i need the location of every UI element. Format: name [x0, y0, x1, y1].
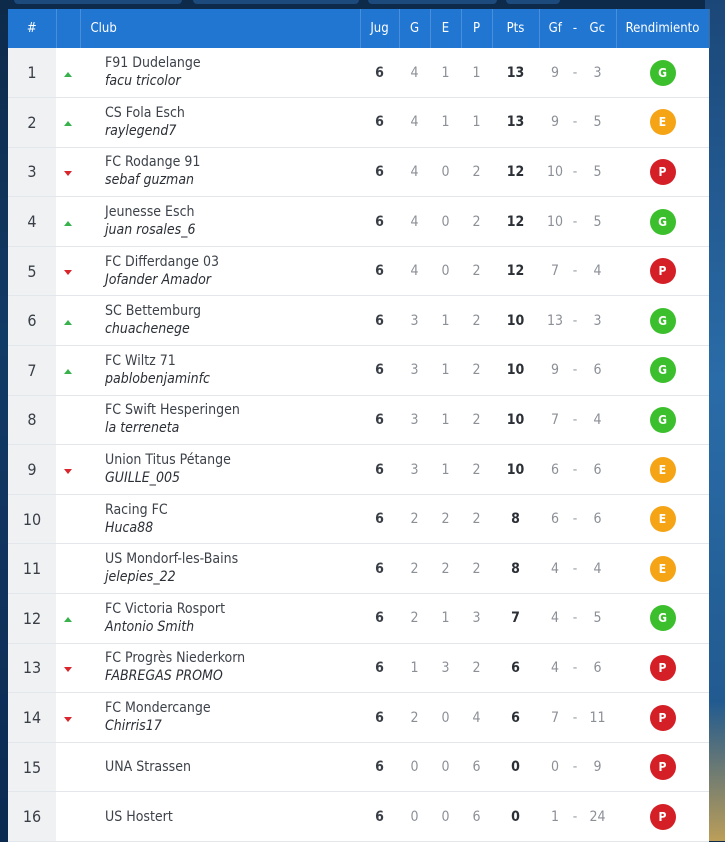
- played: 6: [375, 560, 384, 577]
- rendimiento-badge: E: [650, 506, 676, 532]
- position: 9: [8, 445, 56, 495]
- goals-separator: -: [572, 411, 578, 428]
- club-name[interactable]: FC Progrès Niederkorn: [105, 650, 246, 667]
- position: 13: [8, 643, 56, 693]
- goals-against: 24: [589, 808, 606, 825]
- manager-name[interactable]: FABREGAS PROMO: [105, 668, 223, 685]
- table-row[interactable]: [8, 494, 709, 544]
- goals-for: 9: [550, 64, 559, 81]
- table-row[interactable]: [8, 643, 709, 693]
- top-tab-strip: [0, 0, 725, 6]
- club-cell: [80, 147, 360, 197]
- lost: 1: [472, 64, 481, 81]
- trend-down-icon: [64, 270, 72, 275]
- drawn: 0: [441, 808, 450, 825]
- goals-for: 7: [550, 263, 559, 280]
- position: 8: [8, 395, 56, 445]
- rendimiento-badge: E: [650, 457, 676, 483]
- club-name[interactable]: Union Titus Pétange: [105, 452, 231, 469]
- lost: 2: [472, 312, 481, 329]
- trend-up-icon: [64, 121, 72, 126]
- rendimiento-cell: [616, 346, 709, 396]
- won: 4: [410, 263, 419, 280]
- played: 6: [375, 114, 384, 131]
- rendimiento-cell: [616, 544, 709, 594]
- lost: 6: [472, 759, 481, 776]
- manager-name[interactable]: la terreneta: [105, 420, 180, 437]
- top-tab-1[interactable]: [14, 0, 182, 4]
- rendimiento-cell: [616, 594, 709, 644]
- goals-separator: -: [572, 64, 578, 81]
- rendimiento-badge: P: [650, 159, 676, 185]
- rendimiento-cell: [616, 693, 709, 743]
- played: 6: [375, 709, 384, 726]
- goals-for: 4: [550, 610, 559, 627]
- club-name[interactable]: FC Wiltz 71: [105, 352, 176, 369]
- club-name[interactable]: SC Bettemburg: [105, 303, 201, 320]
- rendimiento-cell: [616, 395, 709, 445]
- won: 2: [410, 709, 419, 726]
- won: 3: [410, 461, 419, 478]
- won: 3: [410, 312, 419, 329]
- goals-against: 9: [593, 759, 602, 776]
- lost: 2: [472, 163, 481, 180]
- won: 2: [410, 511, 419, 528]
- rendimiento-badge: G: [650, 605, 676, 631]
- points: 6: [511, 659, 520, 676]
- club-name[interactable]: US Mondorf-les-Bains: [105, 551, 239, 568]
- manager-name[interactable]: Antonio Smith: [105, 618, 195, 635]
- rendimiento-cell: [616, 643, 709, 693]
- points: 0: [511, 759, 520, 776]
- header-jug[interactable]: Jug: [360, 9, 399, 48]
- played: 6: [375, 362, 384, 379]
- won: 0: [410, 808, 419, 825]
- points: 10: [506, 312, 525, 329]
- position: 11: [8, 544, 56, 594]
- drawn: 0: [441, 709, 450, 726]
- goals-separator: -: [572, 312, 578, 329]
- trend-up-icon: [64, 369, 72, 374]
- drawn: 0: [441, 213, 450, 230]
- goals-against: 6: [593, 659, 602, 676]
- header-p[interactable]: P: [461, 9, 492, 48]
- played: 6: [375, 461, 384, 478]
- won: 0: [410, 759, 419, 776]
- trend-cell: [56, 742, 80, 792]
- drawn: 3: [441, 659, 450, 676]
- club-name[interactable]: FC Differdange 03: [105, 253, 220, 270]
- goals-separator: -: [572, 511, 578, 528]
- trend-cell: [56, 98, 80, 148]
- manager-name[interactable]: pablobenjaminfc: [105, 370, 210, 387]
- lost: 2: [472, 511, 481, 528]
- table-header: [8, 9, 709, 48]
- rendimiento-badge: E: [650, 109, 676, 135]
- header-g[interactable]: G: [399, 9, 430, 48]
- points: 10: [506, 461, 525, 478]
- goals-against: 5: [593, 163, 602, 180]
- manager-name[interactable]: facu tricolor: [105, 73, 181, 90]
- trend-cell: [56, 494, 80, 544]
- lost: 3: [472, 610, 481, 627]
- rendimiento-cell: [616, 48, 709, 98]
- header-gc[interactable]: Gc: [579, 9, 616, 48]
- trend-cell: [56, 693, 80, 743]
- trend-cell: [56, 346, 80, 396]
- points: 0: [511, 808, 520, 825]
- drawn: 0: [441, 263, 450, 280]
- goals-separator: -: [572, 610, 578, 627]
- rendimiento-badge: G: [650, 357, 676, 383]
- club-cell: [80, 643, 360, 693]
- manager-name[interactable]: sebaf guzman: [105, 172, 195, 189]
- goals-for: 4: [550, 659, 559, 676]
- points: 6: [511, 709, 520, 726]
- standings-table: [8, 9, 710, 842]
- position: 5: [8, 246, 56, 296]
- points: 13: [506, 64, 525, 81]
- goals-separator: -: [572, 461, 578, 478]
- drawn: 2: [441, 560, 450, 577]
- position: 14: [8, 693, 56, 743]
- played: 6: [375, 511, 384, 528]
- played: 6: [375, 263, 384, 280]
- table-row[interactable]: [8, 544, 709, 594]
- club-cell: [80, 98, 360, 148]
- header-pts[interactable]: Pts: [492, 9, 539, 48]
- manager-name[interactable]: chuachenege: [105, 321, 190, 338]
- trend-cell: [56, 643, 80, 693]
- table-row[interactable]: [8, 346, 709, 396]
- trend-up-icon: [64, 221, 72, 226]
- manager-name[interactable]: raylegend7: [105, 122, 177, 139]
- club-cell: [80, 246, 360, 296]
- goals-separator: -: [572, 362, 578, 379]
- header-rendimiento[interactable]: Rendimiento: [616, 9, 709, 48]
- points: 12: [506, 263, 525, 280]
- trend-down-icon: [64, 717, 72, 722]
- goals-separator: -: [572, 659, 578, 676]
- club-name[interactable]: UNA Strassen: [105, 759, 191, 776]
- rendimiento-cell: [616, 246, 709, 296]
- rendimiento-cell: [616, 742, 709, 792]
- table-row[interactable]: [8, 693, 709, 743]
- drawn: 0: [441, 163, 450, 180]
- trend-cell: [56, 792, 80, 842]
- lost: 2: [472, 461, 481, 478]
- goals-for: 4: [550, 560, 559, 577]
- club-name[interactable]: Racing FC: [105, 501, 168, 518]
- header-club[interactable]: Club: [80, 9, 360, 48]
- club-cell: [80, 197, 360, 247]
- lost: 2: [472, 411, 481, 428]
- played: 6: [375, 163, 384, 180]
- goals-for: 9: [550, 362, 559, 379]
- club-cell: [80, 544, 360, 594]
- position: 2: [8, 98, 56, 148]
- club-name[interactable]: FC Victoria Rosport: [105, 600, 226, 617]
- trend-down-icon: [64, 667, 72, 672]
- manager-name[interactable]: GUILLE_005: [105, 470, 181, 487]
- lost: 1: [472, 114, 481, 131]
- goals-against: 6: [593, 461, 602, 478]
- position: 12: [8, 594, 56, 644]
- table-row[interactable]: [8, 742, 709, 792]
- goals-for: 7: [550, 411, 559, 428]
- rendimiento-badge: P: [650, 754, 676, 780]
- played: 6: [375, 213, 384, 230]
- header-gf[interactable]: Gf: [548, 21, 562, 36]
- manager-name[interactable]: jelepies_22: [105, 569, 176, 586]
- manager-name[interactable]: Jofander Amador: [105, 271, 211, 288]
- trend-down-icon: [64, 469, 72, 474]
- club-cell: [80, 792, 360, 842]
- goals-separator: -: [572, 808, 578, 825]
- won: 4: [410, 114, 419, 131]
- table-row[interactable]: [8, 147, 709, 197]
- trend-up-icon: [64, 72, 72, 77]
- goals-for: 10: [546, 213, 564, 230]
- goals-for: 6: [550, 511, 559, 528]
- club-cell: [80, 594, 360, 644]
- position: 16: [8, 792, 56, 842]
- goals-against: 4: [593, 263, 602, 280]
- trend-up-icon: [64, 617, 72, 622]
- goals-for: 10: [546, 163, 564, 180]
- goals-for: 7: [550, 709, 559, 726]
- rendimiento-badge: P: [650, 258, 676, 284]
- table-row[interactable]: [8, 792, 709, 842]
- table-row[interactable]: [8, 395, 709, 445]
- table-row[interactable]: [8, 197, 709, 247]
- goals-for: 6: [550, 461, 559, 478]
- lost: 2: [472, 213, 481, 230]
- trend-cell: [56, 594, 80, 644]
- rendimiento-badge: G: [650, 407, 676, 433]
- trend-cell: [56, 296, 80, 346]
- manager-name[interactable]: Chirris17: [105, 718, 162, 735]
- drawn: 2: [441, 511, 450, 528]
- played: 6: [375, 411, 384, 428]
- trend-cell: [56, 445, 80, 495]
- points: 10: [506, 362, 525, 379]
- club-cell: [80, 395, 360, 445]
- club-cell: [80, 296, 360, 346]
- points: 13: [506, 114, 525, 131]
- position: 6: [8, 296, 56, 346]
- rendimiento-badge: P: [650, 804, 676, 830]
- goals-separator: -: [572, 263, 578, 280]
- club-cell: [80, 346, 360, 396]
- drawn: 1: [441, 411, 450, 428]
- club-name[interactable]: CS Fola Esch: [105, 104, 185, 121]
- trend-cell: [56, 197, 80, 247]
- lost: 4: [472, 709, 481, 726]
- trend-cell: [56, 48, 80, 98]
- rendimiento-cell: [616, 296, 709, 346]
- header-trend: [56, 9, 80, 48]
- club-name[interactable]: F91 Dudelange: [105, 55, 201, 72]
- rendimiento-cell: [616, 147, 709, 197]
- header-e[interactable]: E: [430, 9, 461, 48]
- rendimiento-badge: G: [650, 60, 676, 86]
- top-tab-2[interactable]: [193, 0, 359, 4]
- goals-against: 5: [593, 610, 602, 627]
- drawn: 0: [441, 759, 450, 776]
- points: 12: [506, 163, 525, 180]
- goals-against: 3: [593, 64, 602, 81]
- goals-separator: -: [572, 759, 578, 776]
- goals-separator: -: [572, 560, 578, 577]
- lost: 2: [472, 659, 481, 676]
- goals-for: 0: [550, 759, 559, 776]
- rendimiento-badge: E: [650, 556, 676, 582]
- manager-name[interactable]: juan rosales_6: [105, 222, 196, 239]
- rendimiento-badge: P: [650, 655, 676, 681]
- points: 8: [511, 560, 520, 577]
- goals-separator: -: [572, 213, 578, 230]
- points: 7: [511, 610, 520, 627]
- played: 6: [375, 759, 384, 776]
- lost: 2: [472, 362, 481, 379]
- drawn: 1: [441, 312, 450, 329]
- lost: 2: [472, 560, 481, 577]
- position: 15: [8, 742, 56, 792]
- club-cell: [80, 693, 360, 743]
- won: 2: [410, 610, 419, 627]
- goals-separator: -: [572, 709, 578, 726]
- top-tab-4[interactable]: [506, 0, 560, 4]
- club-name[interactable]: Jeunesse Esch: [105, 204, 195, 221]
- goals-against: 6: [593, 362, 602, 379]
- played: 6: [375, 312, 384, 329]
- club-cell: [80, 445, 360, 495]
- header-pos[interactable]: #: [8, 9, 56, 48]
- goals-against: 11: [589, 709, 606, 726]
- table-row[interactable]: [8, 445, 709, 495]
- table-row[interactable]: [8, 296, 709, 346]
- club-cell: [80, 742, 360, 792]
- rendimiento-cell: [616, 197, 709, 247]
- goals-separator: -: [572, 114, 578, 131]
- manager-name[interactable]: Huca88: [105, 519, 154, 536]
- goals-against: 5: [593, 114, 602, 131]
- position: 1: [8, 48, 56, 98]
- won: 4: [410, 64, 419, 81]
- lost: 6: [472, 808, 481, 825]
- points: 10: [506, 411, 525, 428]
- trend-cell: [56, 544, 80, 594]
- goals-against: 3: [593, 312, 602, 329]
- goals-for: 1: [550, 808, 559, 825]
- club-name[interactable]: FC Mondercange: [105, 700, 211, 717]
- drawn: 1: [441, 64, 450, 81]
- goals-against: 4: [593, 411, 602, 428]
- rendimiento-badge: G: [650, 308, 676, 334]
- rendimiento-cell: [616, 98, 709, 148]
- won: 2: [410, 560, 419, 577]
- table-row[interactable]: [8, 48, 709, 98]
- trend-cell: [56, 395, 80, 445]
- club-name[interactable]: FC Rodange 91: [105, 154, 201, 171]
- goals-for: 13: [546, 312, 564, 329]
- played: 6: [375, 610, 384, 627]
- goals-separator: -: [572, 163, 578, 180]
- won: 4: [410, 213, 419, 230]
- table-row[interactable]: [8, 98, 709, 148]
- points: 8: [511, 511, 520, 528]
- trend-down-icon: [64, 171, 72, 176]
- club-cell: [80, 494, 360, 544]
- points: 12: [506, 213, 525, 230]
- club-name[interactable]: FC Swift Hesperingen: [105, 402, 240, 419]
- position: 7: [8, 346, 56, 396]
- drawn: 1: [441, 461, 450, 478]
- drawn: 1: [441, 362, 450, 379]
- played: 6: [375, 64, 384, 81]
- goals-against: 6: [593, 511, 602, 528]
- rendimiento-badge: P: [650, 705, 676, 731]
- won: 4: [410, 163, 419, 180]
- club-name[interactable]: US Hostert: [105, 808, 173, 825]
- played: 6: [375, 808, 384, 825]
- position: 4: [8, 197, 56, 247]
- table-row[interactable]: [8, 594, 709, 644]
- goals-for: 9: [550, 114, 559, 131]
- trend-cell: [56, 147, 80, 197]
- won: 1: [410, 659, 419, 676]
- goals-against: 5: [593, 213, 602, 230]
- trend-up-icon: [64, 320, 72, 325]
- goals-against: 4: [593, 560, 602, 577]
- won: 3: [410, 362, 419, 379]
- rendimiento-cell: [616, 445, 709, 495]
- rendimiento-cell: [616, 792, 709, 842]
- rendimiento-cell: [616, 494, 709, 544]
- position: 3: [8, 147, 56, 197]
- won: 3: [410, 411, 419, 428]
- club-cell: [80, 48, 360, 98]
- played: 6: [375, 659, 384, 676]
- trend-cell: [56, 246, 80, 296]
- top-tab-3[interactable]: [368, 0, 497, 4]
- table-row[interactable]: [8, 246, 709, 296]
- header-sep: -: [572, 21, 578, 36]
- lost: 2: [472, 263, 481, 280]
- rendimiento-badge: G: [650, 209, 676, 235]
- drawn: 1: [441, 114, 450, 131]
- position: 10: [8, 494, 56, 544]
- drawn: 1: [441, 610, 450, 627]
